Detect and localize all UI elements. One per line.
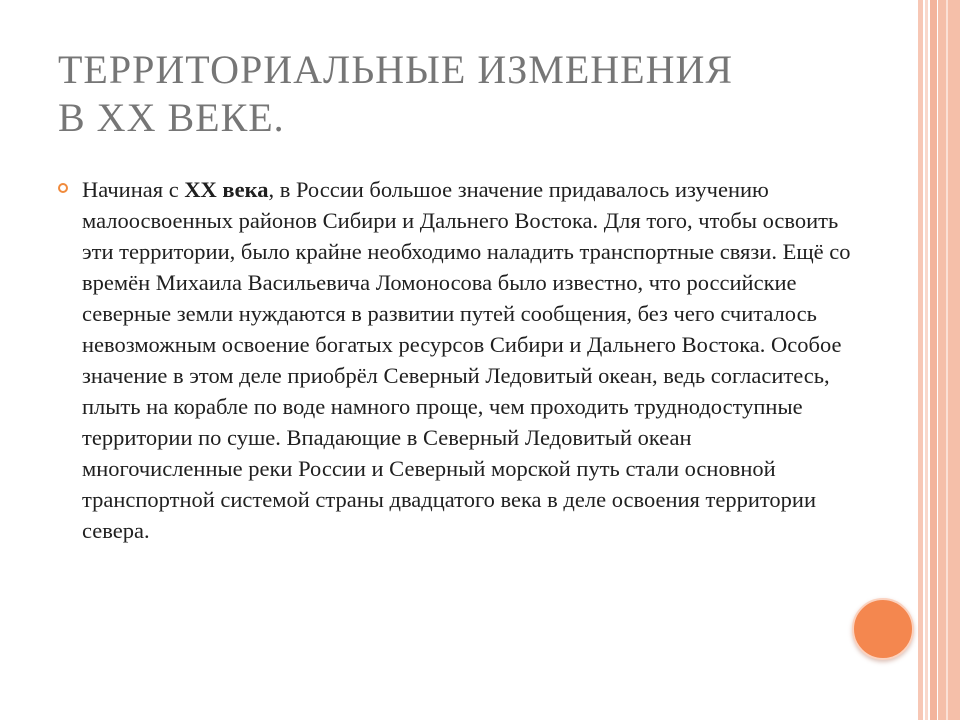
- ring-bullet-icon: [58, 183, 68, 193]
- slide-title: [58, 46, 908, 142]
- decorative-stripe: [925, 0, 928, 720]
- body-text: , в России большое значение придавалось изучению малоосвоенных районов Сибири и Дальнего Востока. Для того, чтобы освоить эти территории, было крайне необходимо наладить транспортные связи. Ещё со времён Михаила Васильевича Ломоносова было известно, что российские северные земли нуждаются в развитии путей сообщения, без чего считалось невозможным освоение богатых ресурсов Сибири и Дальнего Востока. Особое значение в этом деле приобрёл Северный Ледовитый океан, ведь согласитесь, плыть на корабле по воде намного проще, чем проходить труднодоступные территории по суше. Впадающие в Северный Ледовитый океан многочисленные реки России и Северный морской путь стали основной транспортной системой страны двадцатого века в деле освоения территории севера.: [82, 177, 851, 543]
- slide-title-line1: ТЕРРИТОРИАЛЬНЫЕ ИЗМЕНЕНИЯ: [58, 47, 734, 92]
- decorative-stripe: [938, 0, 960, 720]
- decorative-stripe: [946, 0, 948, 720]
- orange-circle-icon: [852, 598, 914, 660]
- body-intro: Начиная с: [82, 177, 185, 202]
- body-paragraph: [82, 174, 852, 546]
- decorative-stripe: [930, 0, 937, 720]
- body-bold-term: XX века: [184, 177, 269, 202]
- slide-title-line2: В XX ВЕКЕ.: [58, 95, 285, 140]
- decorative-stripe: [918, 0, 923, 720]
